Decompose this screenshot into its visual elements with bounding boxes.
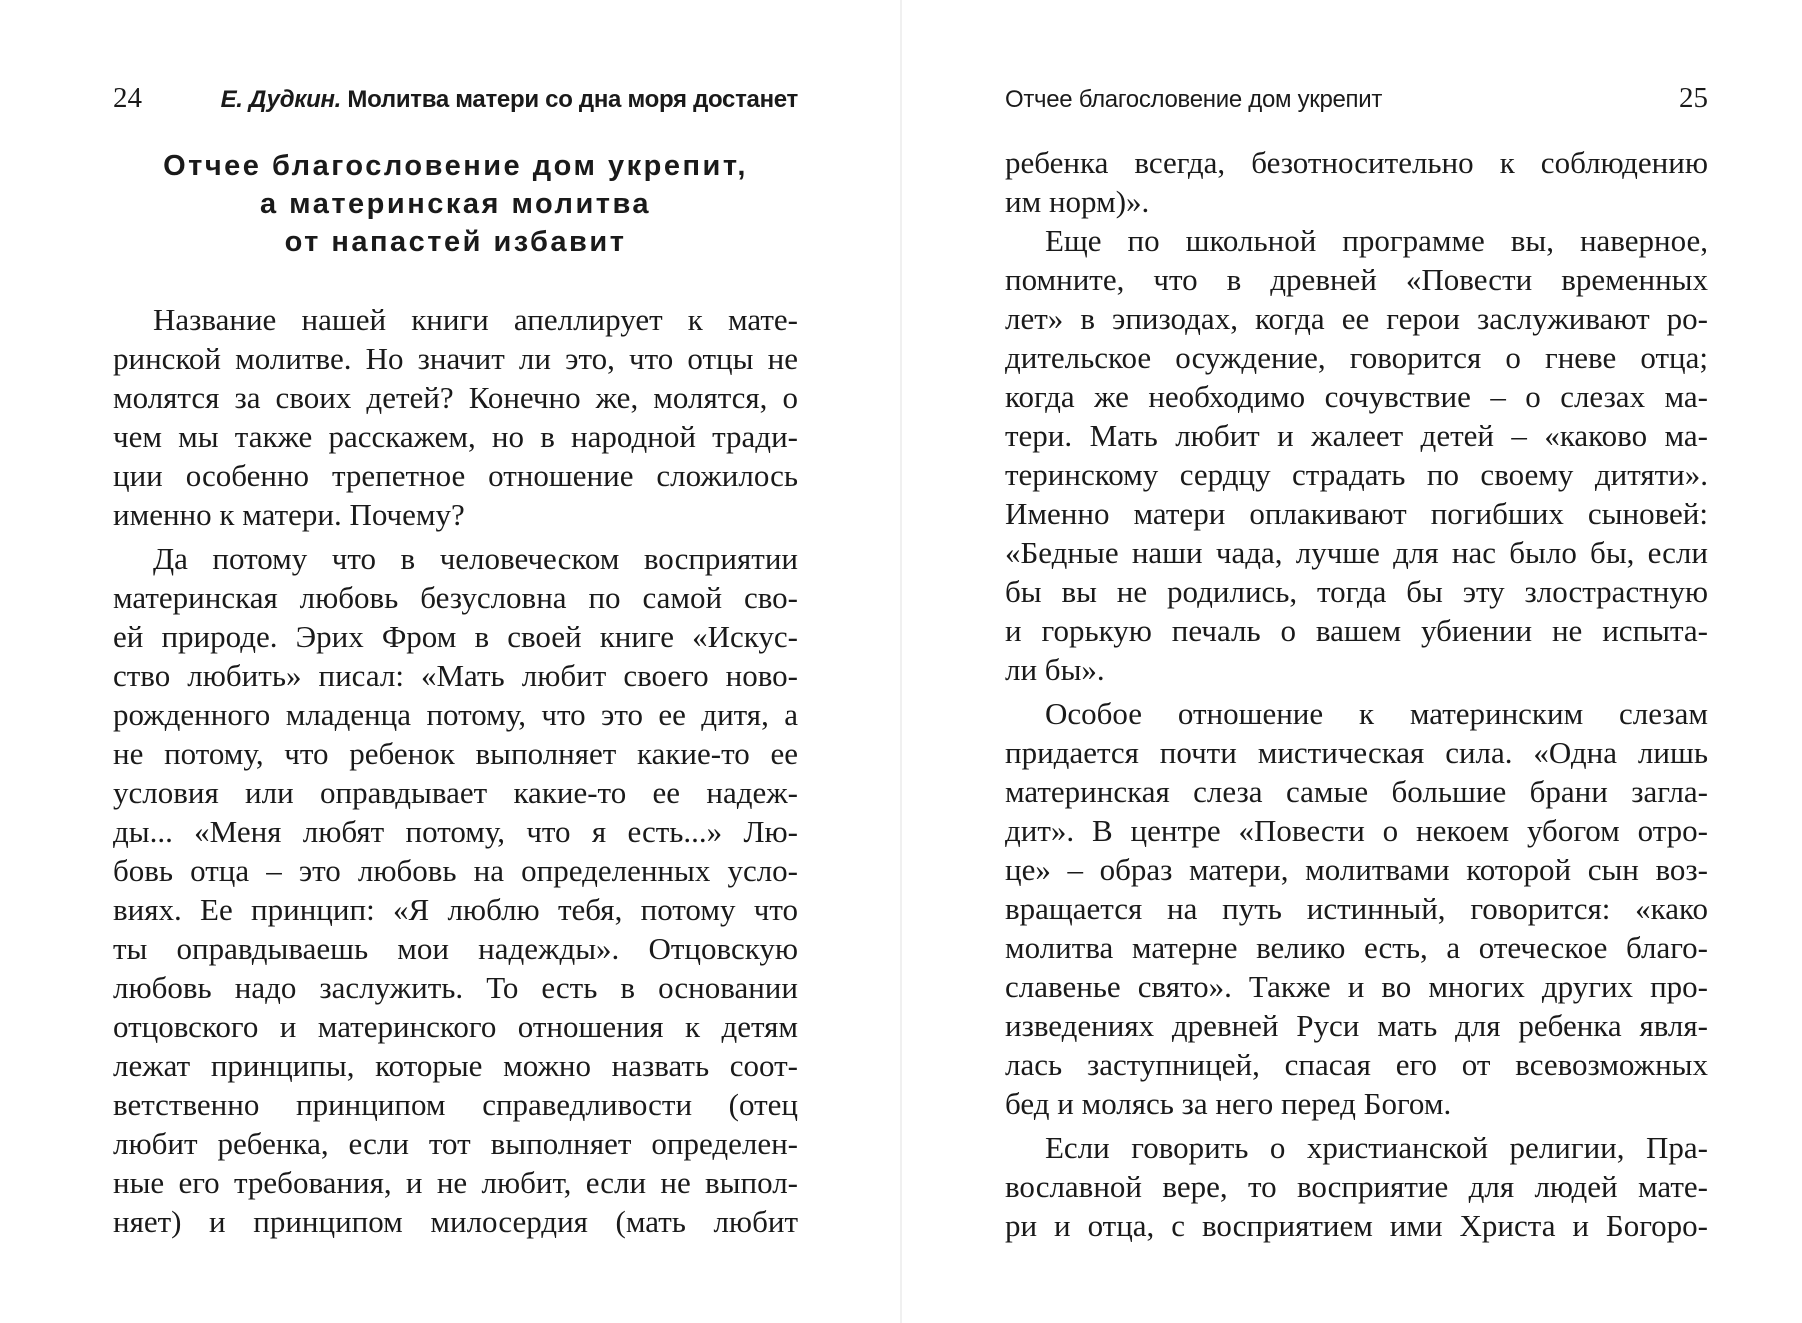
text-line: теринскому сердцу страдать по своему дитяти». xyxy=(1005,457,1708,492)
text-line: ребенка всегда, безотносительно к соблюдению xyxy=(1005,145,1708,180)
text-line: молитва матерне велико есть, а отеческое благо- xyxy=(1005,930,1708,965)
text-line: дит». В центре «Повести о некоем убогом отро- xyxy=(1005,813,1708,848)
text-line: бовь отца – это любовь на определенных усло- xyxy=(113,853,798,888)
text-line: бы вы не родились, тогда бы эту злостраcтную xyxy=(1005,574,1708,609)
text-line: им норм)». xyxy=(1005,184,1150,219)
chapter-heading-line: а материнская молитва xyxy=(259,188,652,220)
chapter-heading-line: Отчее благословение дом укрепит, xyxy=(163,150,748,182)
text-line: лась заступницей, спасая его от всевозможных xyxy=(1005,1047,1708,1082)
right-running-title: Отчее благословение дом укрепит xyxy=(1005,86,1383,113)
text-line: любит ребенка, если тот выполняет определен- xyxy=(113,1126,798,1161)
text-line: бед и молясь за него перед Богом. xyxy=(1005,1086,1452,1121)
book-gutter xyxy=(900,0,902,1323)
text-line: когда же необходимо сочувствие – о слезах ма- xyxy=(1005,379,1708,414)
text-line: ей природе. Эрих Фром в своей книге «Искус- xyxy=(113,619,798,654)
text-line: ри и отца, с восприятием ими Христа и Богоро- xyxy=(1005,1208,1708,1243)
right-page-number: 25 xyxy=(1679,82,1708,114)
text-line: няет) и принципом милосердия (мать любит xyxy=(113,1204,798,1239)
text-line: и горькую печаль о вашем убиении не испыта- xyxy=(1005,613,1708,648)
chapter-heading xyxy=(113,147,798,261)
text-line: молятся за своих детей? Конечно же, молятся, о xyxy=(113,380,798,415)
text-line: любовь надо заслужить. То есть в основании xyxy=(113,970,798,1005)
text-line: Название нашей книги апеллирует к мате- xyxy=(153,302,798,337)
chapter-heading-line: от напастей избавит xyxy=(284,226,627,258)
text-line: материнская слеза самые большие брани загла- xyxy=(1005,774,1708,809)
text-line: ты оправдываешь мои надежды». Отцовскую xyxy=(113,931,798,966)
text-line: Еще по школьной программе вы, наверное, xyxy=(1045,223,1708,258)
text-line: помните, что в древней «Повести временных xyxy=(1005,262,1708,297)
text-line: ды... «Меня любят потому, что я есть...» Лю- xyxy=(113,814,798,849)
text-line: изведениях древней Руси мать для ребенка явля- xyxy=(1005,1008,1708,1043)
text-line: ции особенно трепетное отношение сложилось xyxy=(113,458,798,493)
right-running-head xyxy=(1005,82,1708,122)
text-line: Если говорить о христианской религии, Пра- xyxy=(1045,1130,1708,1165)
right-body-text xyxy=(1005,143,1708,1245)
text-line: тери. Мать любит и жалеет детей – «каково ма- xyxy=(1005,418,1708,453)
text-line: дительское осуждение, говорится о гневе отца; xyxy=(1005,340,1708,375)
text-line: именно к матери. Почему? xyxy=(113,497,465,532)
text-line: ринской молитве. Но значит ли это, что отцы не xyxy=(113,341,798,376)
running-head-author: Е. Дудкин. xyxy=(220,86,342,113)
text-line: лет» в эпизодах, когда ее герои заслуживают ро- xyxy=(1005,301,1708,336)
text-line: вославной вере, то восприятие для людей мате- xyxy=(1005,1169,1708,1204)
text-line: Особое отношение к материнским слезам xyxy=(1045,696,1708,731)
text-line: ветственно принципом справедливости (отец xyxy=(113,1087,798,1122)
text-line: не потому, что ребенок выполняет какие-то ее xyxy=(113,736,798,771)
text-line: виях. Ее принцип: «Я люблю тебя, потому что xyxy=(113,892,798,927)
text-line: «Бедные наши чада, лучше для нас было бы, если xyxy=(1005,535,1708,570)
text-line: чем мы также расскажем, но в народной тради- xyxy=(113,419,798,454)
text-line: придается почти мистическая сила. «Одна лишь xyxy=(1005,735,1708,770)
text-line: вращается на путь истинный, говорится: «како xyxy=(1005,891,1708,926)
text-line: ные его требования, и не любит, если не выпол- xyxy=(113,1165,798,1200)
text-line: ство любить» писал: «Мать любит своего ново- xyxy=(113,658,798,693)
text-line: лежат принципы, которые можно назвать соот- xyxy=(113,1048,798,1083)
text-line: славенье свято». Также и во многих других про- xyxy=(1005,969,1708,1004)
text-line: ли бы». xyxy=(1005,652,1105,687)
text-line: Именно матери оплакивают погибших сыновей: xyxy=(1005,496,1708,531)
text-line: це» – образ матери, молитвами которой сын воз- xyxy=(1005,852,1708,887)
text-line: рожденного младенца потому, что это ее дитя, а xyxy=(113,697,798,732)
left-body-text xyxy=(113,300,798,1241)
left-running-head xyxy=(113,82,798,122)
text-line: Да потому что в человеческом восприятии xyxy=(153,541,798,576)
text-line: отцовского и материнского отношения к детям xyxy=(113,1009,798,1044)
text-line: условия или оправдывает какие-то ее надеж- xyxy=(113,775,798,810)
left-running-title xyxy=(221,86,798,114)
left-page-number: 24 xyxy=(113,82,142,114)
text-line: материнская любовь безусловна по самой сво- xyxy=(113,580,798,615)
running-head-book-title: Молитва матери со дна моря достанет xyxy=(341,86,798,113)
